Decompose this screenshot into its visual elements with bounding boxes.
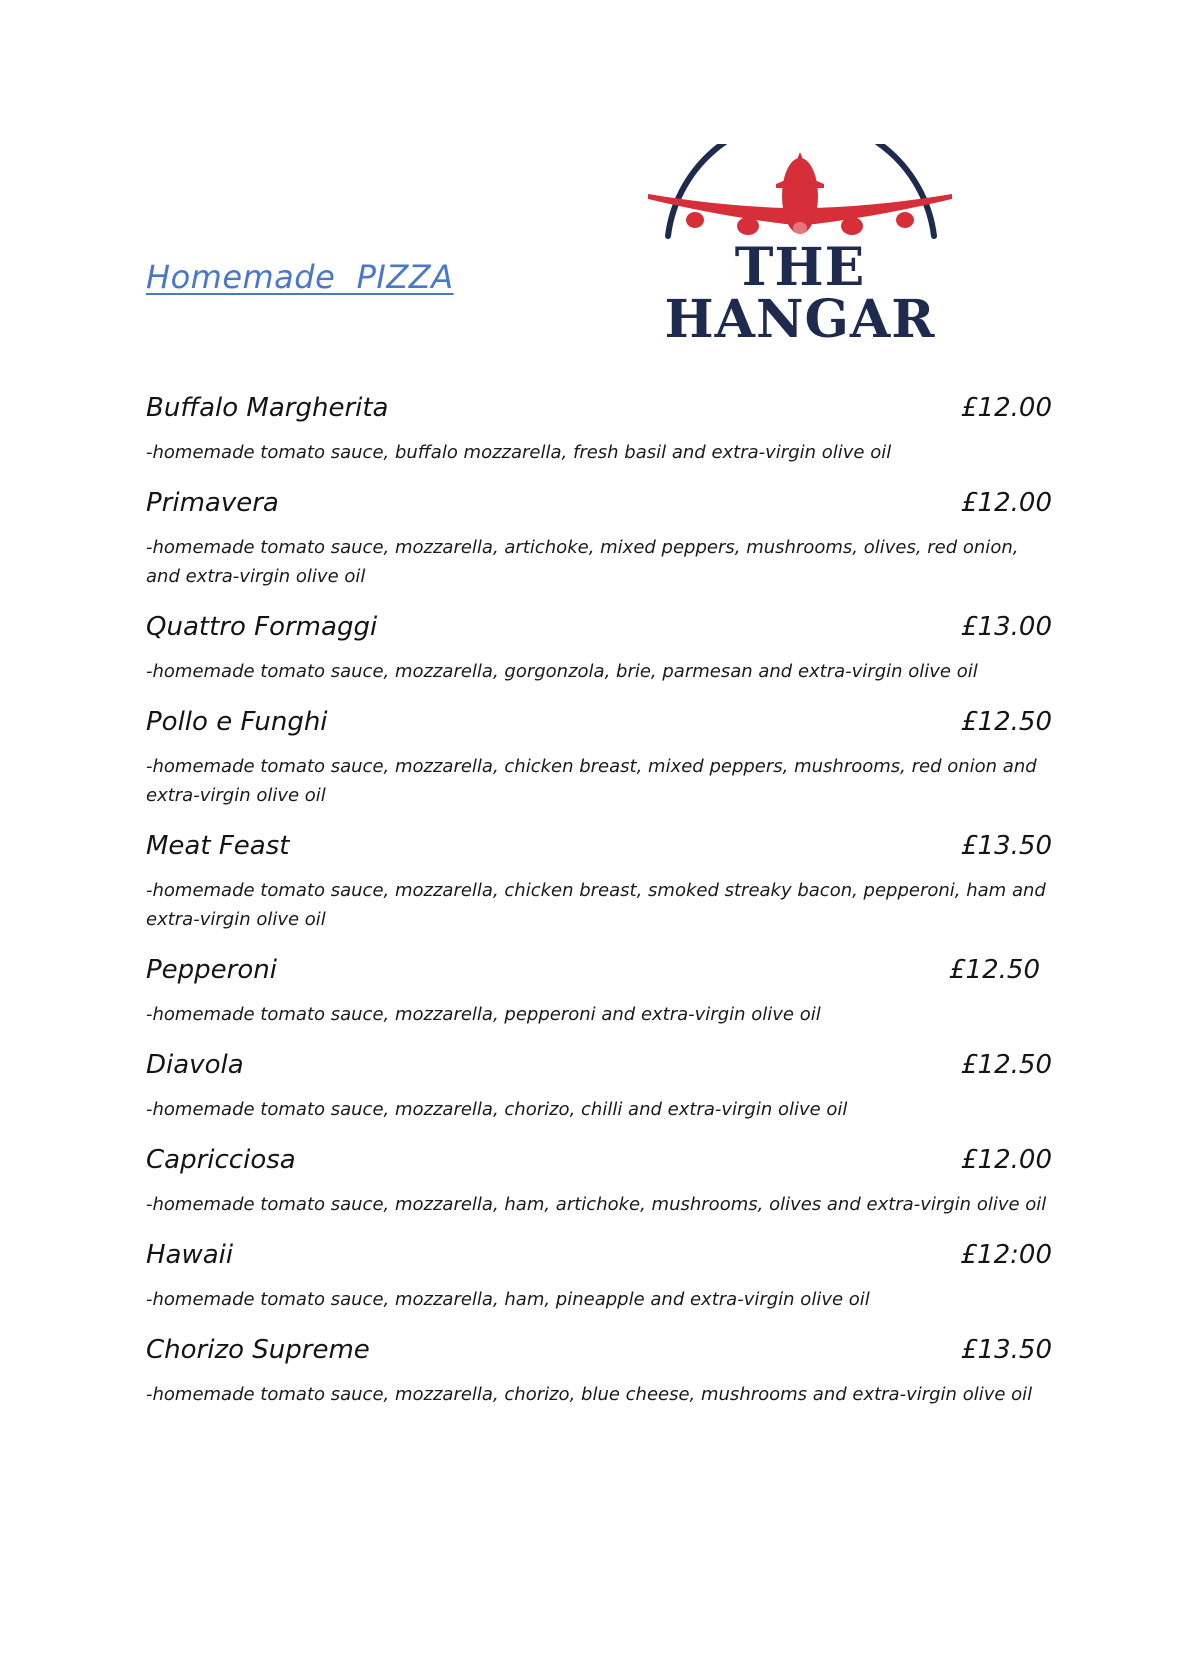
item-name: Meat Feast bbox=[146, 831, 290, 861]
item-description: -homemade tomato sauce, mozzarella, pepperoni and extra-virgin olive oil bbox=[146, 1004, 821, 1025]
item-description: -homemade tomato sauce, mozzarella, chorizo, blue cheese, mushrooms and extra-virgin olive oil bbox=[146, 1384, 1033, 1405]
item-name: Pollo e Funghi bbox=[146, 707, 328, 737]
item-price: £12:00 bbox=[960, 1240, 1052, 1270]
item-price: £13.00 bbox=[961, 612, 1052, 642]
menu-item bbox=[146, 1047, 1052, 1124]
menu-item bbox=[146, 485, 1052, 591]
item-name: Hawaii bbox=[146, 1240, 234, 1270]
item-description: -homemade tomato sauce, mozzarella, ham, artichoke, mushrooms, olives and extra-virgin olive oil bbox=[146, 1194, 1047, 1215]
menu-item bbox=[146, 609, 1052, 686]
item-description: -homemade tomato sauce, mozzarella, gorgonzola, brie, parmesan and extra-virgin olive oil bbox=[146, 661, 978, 682]
item-price: £12.50 bbox=[961, 1050, 1052, 1080]
item-name: Diavola bbox=[146, 1050, 244, 1080]
item-name: Capricciosa bbox=[146, 1145, 296, 1175]
menu-item bbox=[146, 390, 1052, 467]
item-name: Primavera bbox=[146, 488, 279, 518]
item-price: £12.00 bbox=[961, 393, 1052, 423]
item-name: Quattro Formaggi bbox=[146, 612, 378, 642]
item-name: Buffalo Margherita bbox=[146, 393, 389, 423]
item-description: -homemade tomato sauce, mozzarella, ham, pineapple and extra-virgin olive oil bbox=[146, 1289, 870, 1310]
item-name: Chorizo Supreme bbox=[146, 1335, 370, 1365]
item-price: £12.50 bbox=[961, 707, 1052, 737]
item-description: -homemade tomato sauce, mozzarella, artichoke, mixed peppers, mushrooms, olives, red onion, and extra-virgin olive oil bbox=[146, 537, 1019, 587]
pizza-menu-list bbox=[146, 390, 1052, 1409]
item-description: -homemade tomato sauce, buffalo mozzarella, fresh basil and extra-virgin olive oil bbox=[146, 442, 892, 463]
menu-item bbox=[146, 704, 1052, 810]
the-hangar-logo bbox=[600, 144, 1000, 350]
item-name: Pepperoni bbox=[146, 955, 277, 985]
item-price: £12.00 bbox=[961, 488, 1052, 518]
item-description: -homemade tomato sauce, mozzarella, chorizo, chilli and extra-virgin olive oil bbox=[146, 1099, 848, 1120]
menu-item bbox=[146, 1332, 1052, 1409]
menu-item bbox=[146, 1237, 1052, 1314]
item-price: £13.50 bbox=[961, 1335, 1052, 1365]
item-price: £13.50 bbox=[961, 831, 1052, 861]
item-description: -homemade tomato sauce, mozzarella, chicken breast, mixed peppers, mushrooms, red onion and extra-virgin olive oil bbox=[146, 756, 1037, 806]
logo-wordmark: THE HANGAR bbox=[664, 237, 936, 350]
menu-heading: Homemade PIZZA bbox=[146, 258, 454, 296]
menu-item bbox=[146, 1142, 1052, 1219]
menu-item bbox=[146, 952, 1052, 1029]
item-description: -homemade tomato sauce, mozzarella, chicken breast, smoked streaky bacon, pepperoni, ham and extra-virgin olive oil bbox=[146, 880, 1046, 930]
item-price: £12.50 bbox=[949, 955, 1040, 985]
menu-item bbox=[146, 828, 1052, 934]
airplane-icon bbox=[600, 144, 1000, 244]
item-price: £12.00 bbox=[961, 1145, 1052, 1175]
